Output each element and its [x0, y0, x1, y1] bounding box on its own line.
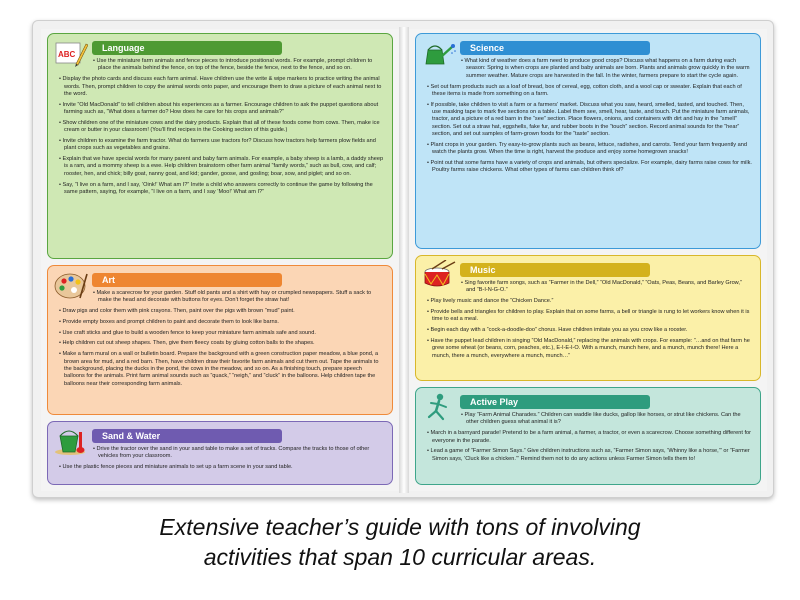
list-item: • Invite children to examine the farm tractor. What do farmers use tractors for? Discuss how tractors help farmers plow fields and plant crops such as vegetables and grains. — [58, 138, 384, 153]
sand-water-section — [47, 421, 393, 485]
caption — [0, 512, 800, 572]
list-item: • Lead a game of “Farmer Simon Says.” Give children instructions such as, “Farmer Simon says, ‘Whinny like a horse,’” or “Farmer Simon says, ‘Cluck like a chicken.’” Remind them not to do any actions unless Farmer Simon tells them to! — [426, 448, 752, 463]
science-section — [415, 33, 761, 249]
left-page — [41, 29, 399, 491]
list-item: • Set out farm products such as a loaf of bread, box of cereal, egg, cotton cloth, and a wool cap or sweater. Explain that each of these items is made from something on a farm. — [426, 84, 752, 99]
list-item: • If possible, take children to visit a farm or a farmers’ market. Discuss what you saw, heard, smelled, tasted, and touched. Then, use masking tape to mark five sections on a table. Label them see, smell, hear, taste, and touch. Put the miniature farm animals, tractor, and a picture of a red barn in the “see” section. Place flowers, onions, and containers with dirt and hay in the “smell” section. Set out a straw hat, eggshells, fake fur, and rubber boots in the “touch” section. Record animal sounds for the “hear” section, and set out samples of farm-grown foods for the “taste” section. — [426, 102, 752, 139]
list-item: • Have the puppet lead children in singing “Old MacDonald,” replacing the animals with crops. For example: “…and on that farm he grew some wheat (or beans, corn, peaches, etc.), E-I-E-I-O. With a munch, munch here, and a munch, munch there! Here a munch, there a munch, everywhere a munch, munch…” — [426, 338, 752, 360]
list-item: • Show children one of the miniature cows and the dairy products. Explain that all of these foods come from cows. Then, make ice cream or butter in your classroom! (You’ll find recipes in the Cooking section of this guide.) — [58, 120, 384, 135]
list-item: • Make a farm mural on a wall or bulletin board. Prepare the background with a green construction paper meadow, a blue pond, a brown area for mud, and a red barn. Then, have children draw their favorite farm animals and cut them out. Tape the animals to the background, placing the ducks in the pond, the cows in the meadow, and so on. As a finishing touch, prepare speech balloons for the animals. Print farm animal sounds such as “quack,” “neigh,” and “cluck” in the balloons. Help children tape the balloons near their corresponding farm animals. — [58, 351, 384, 388]
list-item: • March in a barnyard parade! Pretend to be a farm animal, a farmer, a tractor, or even a scarecrow. Choose something different for everyone in the parade. — [426, 430, 752, 445]
booklet-spine — [399, 27, 409, 493]
sand-water-title: Sand & Water — [92, 429, 282, 443]
list-item: • Drive the tractor over the sand in your sand table to make a set of tracks. Compare the tracks to those of other vehicles from your classroom. — [58, 446, 384, 461]
language-section — [47, 33, 393, 259]
active-play-title: Active Play — [460, 395, 650, 409]
list-item: • Point out that some farms have a variety of crops and animals, but others specialize. For example, dairy farms raise cows for milk. Poultry farms raise chickens. What other types of farms can children think of? — [426, 160, 752, 175]
list-item: • Plant crops in your garden. Try easy-to-grow plants such as beans, lettuce, radishes, and carrots. Tend your farm frequently and watch the plants grow. When the time is right, harvest the produce and enjoy some homegrown snacks! — [426, 142, 752, 157]
list-item: • Play “Farm Animal Charades.” Children can waddle like ducks, gallop like horses, or strut like chickens. Can the other children guess what animal it is? — [426, 412, 752, 427]
list-item: • Sing favorite farm songs, such as “Farmer in the Dell,” “Old MacDonald,” “Oats, Peas, Beans, and Barley Grow,” and “B-I-N-G-O.” — [426, 280, 752, 295]
active-play-section — [415, 387, 761, 485]
list-item: • Explain that we have special words for many parent and baby farm animals. For example, a baby sheep is a lamb, a daddy sheep is a ram, and a mommy sheep is a ewe. Help children brainstorm other farm animal “family words,” such as bull, cow, and calf; rooster, hen, and chick; billy goat, nanny goat, and kid; gander, goose, and gosling; boar, sow, and piglet; and so on. — [58, 156, 384, 178]
list-item: • Display the photo cards and discuss each farm animal. Have children use the write & wipe markers to practice writing the animal words. Then, prompt children to copy the animal words onto paper, and encourage them to draw a picture of each animal next to the word. — [58, 76, 384, 98]
svg-text:ABC: ABC — [58, 50, 76, 59]
list-item: • Provide empty boxes and prompt children to paint and decorate them to look like barns. — [58, 319, 384, 326]
science-title: Science — [460, 41, 650, 55]
list-item: • What kind of weather does a farm need to produce good crops? Discuss what happens on a farm during each season: Spring is when crops are planted and baby animals are born. Plants and animals grow quickly in the warm summer weather. Mature crops are harvested in the fall. In the winter, farmers prepare to start the cycle again. — [426, 58, 752, 80]
music-title: Music — [460, 263, 650, 277]
list-item: • Help children cut out sheep shapes. Then, give them fleecy coats by gluing cotton balls to the shapes. — [58, 340, 384, 347]
active-play-body — [426, 412, 752, 480]
music-body — [426, 280, 752, 376]
art-title: Art — [92, 273, 282, 287]
list-item: • Begin each day with a “cock-a-doodle-doo” chorus. Have children imitate you as you crow like a rooster. — [426, 327, 752, 334]
caption-line-1: Extensive teacher’s guide with tons of involving — [159, 514, 641, 540]
list-item: • Draw pigs and color them with pink crayons. Then, paint over the pigs with brown “mud” paint. — [58, 308, 384, 315]
list-item: • Make a scarecrow for your garden. Stuff old pants and a shirt with hay or crumpled newspapers. Stuff a sack to make the head and decorate with buttons for eyes. Don’t forget the straw hat! — [58, 290, 384, 305]
art-section — [47, 265, 393, 415]
list-item: • Play lively music and dance the “Chicken Dance.” — [426, 298, 752, 305]
list-item: • Use craft sticks and glue to build a wooden fence to keep your miniature farm animals safe and sound. — [58, 330, 384, 337]
list-item: • Use the miniature farm animals and fence pieces to introduce positional words. For example, prompt children to place the animals behind the fence, on top of the fence, beside the fence, next to the fence, and so on. — [58, 58, 384, 73]
art-body — [58, 290, 384, 410]
music-section — [415, 255, 761, 381]
list-item: • Invite “Old MacDonald” to tell children about his experiences as a farmer. Encourage children to ask the puppet questions about farming such as, “What does a farmer do? How does he care for his crops and animals?” — [58, 102, 384, 117]
list-item: • Provide bells and triangles for children to play. Explain that on some farms, a bell or triangle is rung to let workers know when it is time to eat a meal. — [426, 309, 752, 324]
language-body — [58, 58, 384, 254]
science-body — [426, 58, 752, 244]
sand-water-body — [58, 446, 384, 480]
right-page — [409, 29, 767, 491]
teacher-guide-booklet — [32, 20, 774, 498]
list-item: • Use the plastic fence pieces and miniature animals to set up a farm scene in your sand table. — [58, 464, 384, 471]
caption-line-2: activities that span 10 curricular areas. — [203, 544, 597, 570]
list-item: • Say, “I live on a farm, and I say, ‘Oink!’ What am I?” Invite a child who answers correctly to continue the game by following the same pattern, saying, for example, “I live on a farm, and I say ‘Moo!’ What am I?” — [58, 182, 384, 197]
language-title: Language — [92, 41, 282, 55]
